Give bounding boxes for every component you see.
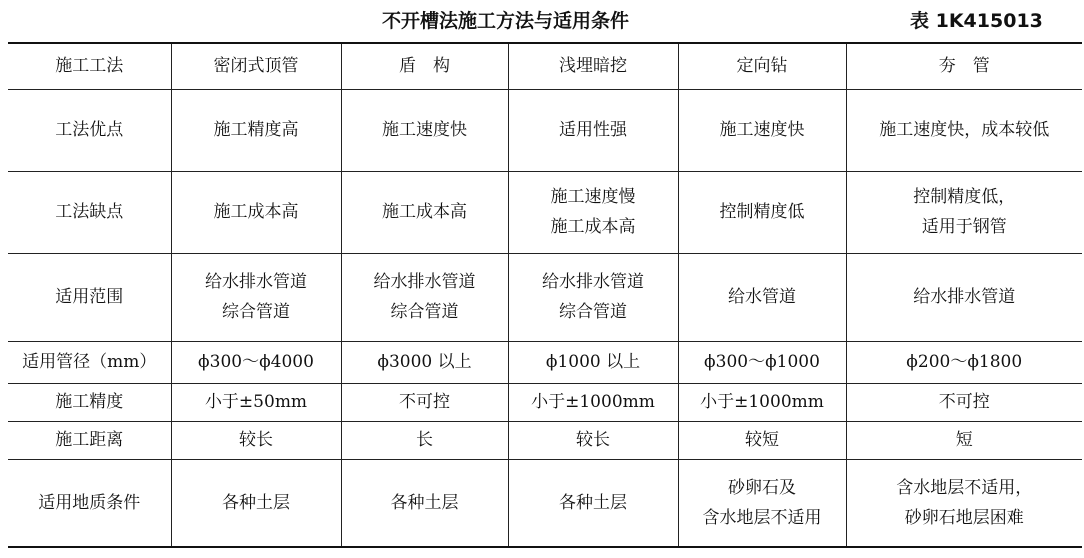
- cell-line: 砂卵石地层困难: [904, 507, 1024, 528]
- cell-line: 小于±1000mm: [531, 392, 655, 412]
- construction-methods-table: [8, 42, 1082, 548]
- cell-line: 施工速度快，成本较低: [879, 120, 1050, 140]
- cell-line: 较长: [576, 430, 610, 450]
- table-cell: [508, 171, 678, 253]
- table-cell: [846, 383, 1082, 421]
- cell-line: 较短: [745, 430, 779, 450]
- cell-line: 各种土层: [559, 492, 627, 513]
- table-row: [8, 341, 1082, 383]
- cell-line: 小于±50mm: [204, 392, 308, 412]
- header-cell: 定向钻: [678, 43, 846, 89]
- table-cell: [171, 383, 341, 421]
- table-cell: [171, 459, 341, 547]
- table-row: [8, 171, 1082, 253]
- table-row: [8, 459, 1082, 547]
- table-cell: [508, 383, 678, 421]
- header-cell: 盾 构: [341, 43, 508, 89]
- header-cell: 浅埋暗挖: [508, 43, 678, 89]
- cell-line: 控制精度低: [719, 202, 805, 222]
- cell-line: 综合管道: [222, 302, 290, 322]
- cell-line: 给水排水管道: [542, 272, 644, 292]
- cell-line: 长: [416, 430, 433, 450]
- table-cell: [171, 89, 341, 171]
- cell-line: 施工成本高: [213, 202, 299, 222]
- cell-line: 施工速度慢: [550, 187, 636, 207]
- cell-line: ϕ1000 以上: [545, 352, 641, 372]
- table-cell: [508, 341, 678, 383]
- table-row: [8, 421, 1082, 459]
- table-row: [8, 89, 1082, 171]
- row-label: 施工距离: [8, 421, 171, 459]
- row-label: 适用地质条件: [8, 459, 171, 547]
- table-cell: [508, 253, 678, 341]
- cell-line: ϕ200～ϕ1800: [906, 352, 1023, 372]
- row-label: 适用范围: [8, 253, 171, 341]
- cell-line: 综合管道: [390, 302, 459, 322]
- table-cell: [678, 341, 846, 383]
- cell-line: ϕ300～ϕ1000: [704, 352, 820, 372]
- table-cell: [171, 253, 341, 341]
- table-number: 表 1K415013: [910, 10, 1043, 32]
- cell-line: 不可控: [938, 392, 990, 412]
- cell-line: 控制精度低，: [913, 187, 1016, 207]
- table-row: [8, 253, 1082, 341]
- cell-line: 较长: [239, 430, 273, 450]
- cell-line: 短: [955, 430, 973, 450]
- table-cell: [678, 421, 846, 459]
- table-cell: [846, 89, 1082, 171]
- table-cell: [341, 421, 508, 459]
- table-cell: [171, 421, 341, 459]
- table-cell: [508, 89, 678, 171]
- table-cell: [171, 171, 341, 253]
- cell-line: 施工成本高: [550, 217, 636, 237]
- cell-line: 小于±1000mm: [700, 392, 824, 412]
- cell-line: 综合管道: [559, 302, 627, 322]
- table-cell: [508, 459, 678, 547]
- header-cell: 密闭式顶管: [171, 43, 341, 89]
- row-label: 适用管径（mm）: [8, 341, 171, 383]
- cell-line: 给水排水管道: [913, 287, 1016, 307]
- table-cell: [846, 341, 1082, 383]
- cell-line: 施工速度快: [719, 120, 805, 140]
- table-cell: [341, 341, 508, 383]
- table-cell: [678, 89, 846, 171]
- cell-line: 不可控: [399, 392, 450, 412]
- table-cell: [678, 459, 846, 547]
- header-cell-method: 施工工法: [8, 43, 171, 89]
- cell-line: ϕ300～ϕ4000: [198, 352, 314, 372]
- header-cell: 夯 管: [846, 43, 1082, 89]
- cell-line: 给水排水管道: [205, 272, 307, 292]
- table-cell: [171, 341, 341, 383]
- table-caption: [0, 0, 1084, 40]
- cell-line: 施工成本高: [382, 202, 467, 222]
- cell-line: 适用于钢管: [921, 217, 1007, 237]
- table-cell: [678, 383, 846, 421]
- cell-line: ϕ3000 以上: [377, 352, 472, 372]
- row-label: 施工精度: [8, 383, 171, 421]
- table-cell: [341, 89, 508, 171]
- table-cell: [341, 459, 508, 547]
- table-cell: [846, 253, 1082, 341]
- cell-line: 各种土层: [390, 492, 459, 513]
- table-body: [8, 43, 1082, 547]
- table-cell: [341, 253, 508, 341]
- table-row: [8, 383, 1082, 421]
- row-label: 工法缺点: [8, 171, 171, 253]
- table-title: 不开槽法施工方法与适用条件: [382, 10, 630, 32]
- header-row: [8, 43, 1082, 89]
- table-cell: [508, 421, 678, 459]
- cell-line: 给水管道: [728, 287, 796, 307]
- table-cell: [341, 171, 508, 253]
- cell-line: 砂卵石及: [728, 477, 796, 498]
- cell-line: 含水地层不适用: [702, 507, 822, 528]
- table-cell: [846, 171, 1082, 253]
- cell-line: 施工精度高: [213, 120, 299, 140]
- table-cell: [678, 253, 846, 341]
- table-cell: [846, 459, 1082, 547]
- cell-line: 适用性强: [559, 120, 627, 140]
- cell-line: 各种土层: [222, 492, 290, 513]
- table-cell: [846, 421, 1082, 459]
- table-cell: [678, 171, 846, 253]
- table-cell: [341, 383, 508, 421]
- row-label: 工法优点: [8, 89, 171, 171]
- cell-line: 含水地层不适用，: [896, 477, 1033, 498]
- cell-line: 给水排水管道: [373, 272, 476, 292]
- cell-line: 施工速度快: [382, 120, 467, 140]
